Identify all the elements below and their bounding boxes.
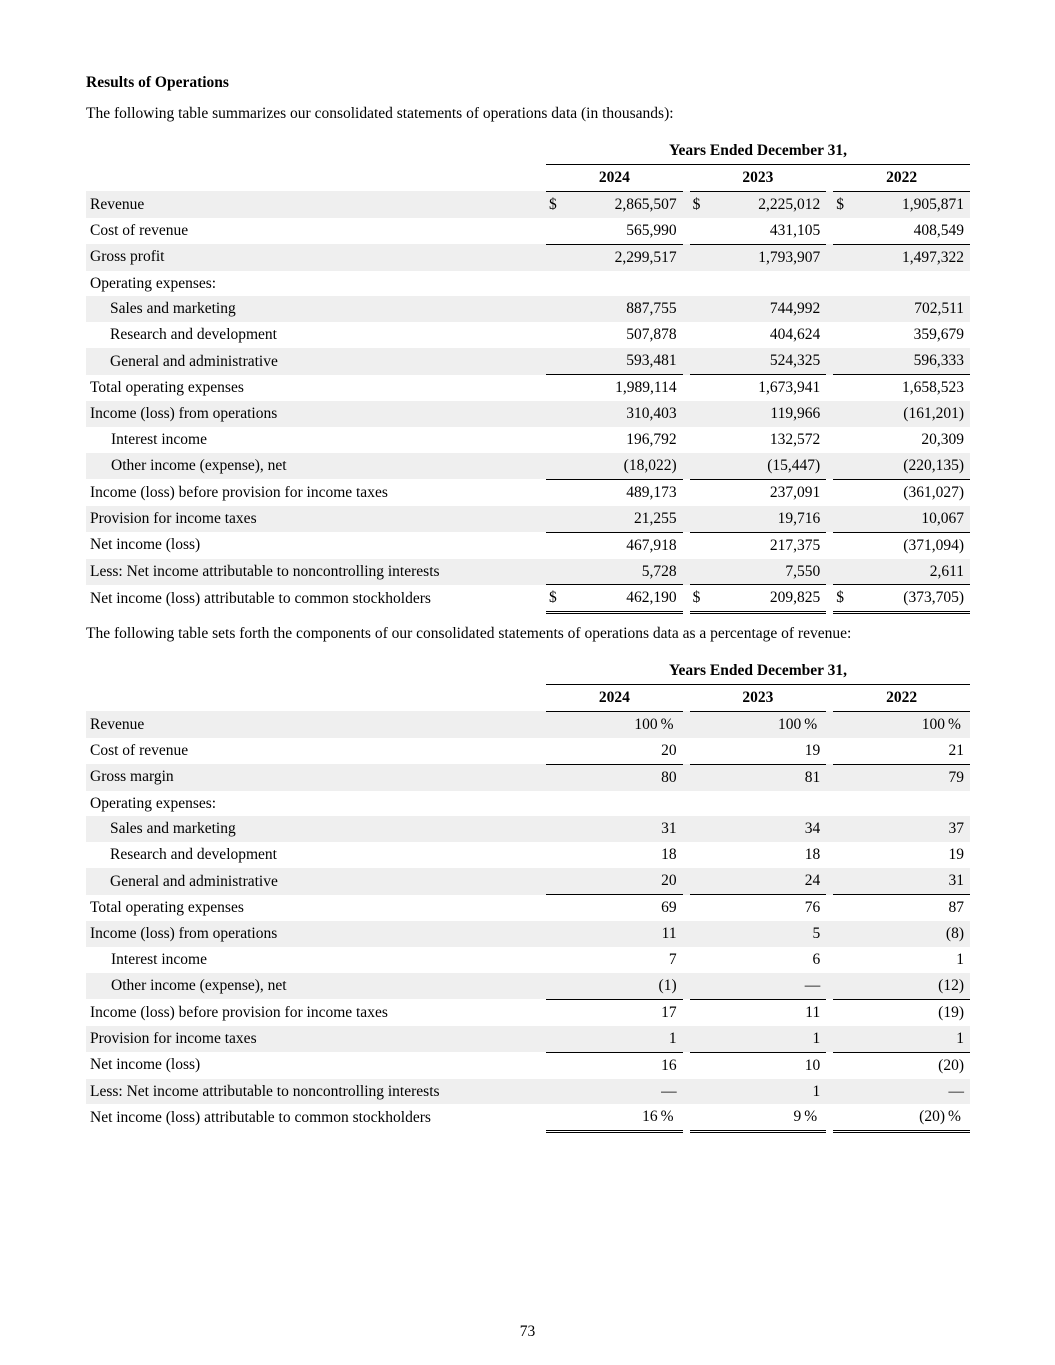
- currency-cell: [833, 244, 850, 270]
- currency-cell: [833, 791, 850, 817]
- currency-cell: [833, 738, 850, 764]
- row-label: Net income (loss) attributable to common stockholders: [90, 589, 431, 607]
- row-label: Net income (loss): [90, 536, 201, 554]
- value-cell: [707, 1104, 827, 1131]
- table-row: [86, 999, 970, 1025]
- currency-cell: [833, 559, 850, 585]
- value-cell: 1,989,114: [615, 379, 677, 397]
- table-row: [86, 401, 970, 427]
- table-row: [86, 218, 970, 244]
- currency-cell: [833, 506, 850, 532]
- currency-cell: [546, 764, 563, 790]
- value-cell: (20): [938, 1056, 964, 1074]
- value-cell: 1: [956, 950, 964, 968]
- value-cell: 1,658,523: [902, 379, 964, 397]
- year-header: 2022: [833, 164, 970, 191]
- value-cell: 69: [661, 899, 677, 917]
- currency-cell: [690, 791, 707, 817]
- currency-cell: [833, 1052, 850, 1078]
- value-cell: 19: [707, 738, 827, 764]
- row-label: General and administrative: [86, 868, 546, 894]
- row-label: Provision for income taxes: [86, 1026, 546, 1052]
- table-row: [86, 1079, 970, 1105]
- table-row: [86, 244, 970, 270]
- row-label: Gross profit: [86, 244, 546, 270]
- value-cell: 596,333: [850, 348, 970, 374]
- currency-cell: [690, 842, 707, 868]
- value-cell: [850, 711, 970, 737]
- currency-cell: [690, 999, 707, 1025]
- currency-cell: [833, 999, 850, 1025]
- currency-cell: [690, 479, 707, 505]
- value-cell: 24: [707, 868, 827, 894]
- value-cell: 7: [668, 950, 677, 968]
- table-row: [86, 453, 970, 479]
- percent-sign: %: [804, 1108, 818, 1126]
- value-cell: 408,549: [850, 218, 970, 244]
- currency-cell: [690, 738, 707, 764]
- percent-sign: %: [804, 715, 818, 733]
- currency-cell: [546, 322, 563, 348]
- value-cell: [850, 271, 970, 297]
- currency-cell: [546, 559, 563, 585]
- row-label: Provision for income taxes: [86, 506, 546, 532]
- row-label: Operating expenses:: [90, 794, 217, 812]
- value-cell: —: [707, 973, 827, 999]
- table-row: [86, 296, 970, 322]
- table-row: [86, 479, 970, 505]
- value-cell: 21: [850, 738, 970, 764]
- row-label: Gross margin: [86, 764, 546, 790]
- value-text: 100: [777, 715, 802, 733]
- value-text: 100: [921, 715, 945, 733]
- row-label: Income (loss) from operations: [86, 921, 546, 947]
- currency-cell: [690, 816, 707, 842]
- value-cell: 1,497,322: [850, 244, 970, 270]
- value-cell: 507,878: [626, 326, 677, 344]
- value-cell: 17: [661, 1003, 677, 1021]
- value-cell: 887,755: [563, 296, 683, 322]
- currency-cell: [833, 218, 850, 244]
- value-cell: 19,716: [707, 506, 827, 532]
- value-cell: 2,611: [850, 559, 970, 585]
- currency-cell: [690, 711, 707, 737]
- table-row: [86, 738, 970, 764]
- percent-sign: %: [948, 1108, 961, 1126]
- value-cell: 10: [804, 1056, 821, 1074]
- year-header: 2024: [546, 684, 683, 711]
- currency-cell: [546, 427, 563, 453]
- value-cell: 467,918: [626, 536, 677, 554]
- table-row: [86, 532, 970, 558]
- value-cell: 19: [948, 846, 964, 864]
- currency-cell: $: [833, 191, 850, 217]
- value-text: (20): [919, 1108, 945, 1126]
- currency-cell: [690, 296, 707, 322]
- value-cell: (373,705): [850, 585, 970, 613]
- currency-cell: [546, 738, 563, 764]
- value-cell: 2,225,012: [707, 191, 827, 217]
- percent-sign: %: [660, 1108, 674, 1126]
- value-cell: 81: [707, 764, 827, 790]
- currency-cell: [546, 244, 563, 270]
- value-cell: 10,067: [850, 506, 970, 532]
- value-cell: 2,299,517: [563, 244, 683, 270]
- value-cell: 5: [707, 921, 827, 947]
- value-cell: 11: [805, 1003, 821, 1021]
- currency-cell: [546, 1052, 563, 1078]
- currency-cell: [690, 1104, 707, 1131]
- currency-cell: [833, 973, 850, 999]
- value-cell: 2,865,507: [563, 191, 683, 217]
- table-row: [86, 191, 970, 217]
- table2-intro: The following table sets forth the components of our consolidated statements of operations data as a percentage of revenue:: [86, 625, 852, 642]
- value-cell: [850, 791, 970, 817]
- value-cell: [563, 791, 683, 817]
- currency-cell: [690, 401, 707, 427]
- row-label: Income (loss) from operations: [86, 401, 546, 427]
- currency-cell: [833, 816, 850, 842]
- currency-cell: [690, 506, 707, 532]
- currency-cell: [833, 947, 850, 973]
- currency-cell: [546, 296, 563, 322]
- currency-cell: [546, 895, 563, 921]
- currency-cell: $: [690, 191, 707, 217]
- value-cell: (19): [938, 1003, 964, 1021]
- value-cell: (1): [563, 973, 683, 999]
- currency-cell: [690, 764, 707, 790]
- currency-cell: [833, 711, 850, 737]
- value-cell: 237,091: [769, 483, 821, 501]
- currency-cell: [546, 1026, 563, 1052]
- page-number: 73: [519, 1323, 536, 1340]
- currency-cell: $: [690, 585, 707, 613]
- value-cell: —: [563, 1079, 683, 1105]
- table-row: [86, 947, 970, 973]
- year-header: 2024: [546, 164, 683, 191]
- value-cell: 16: [661, 1056, 677, 1074]
- period-header: Years Ended December 31,: [546, 138, 970, 164]
- currency-cell: [546, 453, 563, 479]
- currency-cell: [833, 453, 850, 479]
- value-cell: —: [850, 1079, 970, 1105]
- row-label: Research and development: [110, 326, 277, 344]
- currency-cell: [546, 947, 563, 973]
- row-label: General and administrative: [86, 348, 546, 374]
- table-row: [86, 921, 970, 947]
- value-cell: 5,728: [563, 559, 683, 585]
- table-row: [86, 348, 970, 374]
- currency-cell: [546, 218, 563, 244]
- year-header: 2023: [690, 684, 827, 711]
- currency-cell: [833, 764, 850, 790]
- value-cell: 37: [850, 816, 970, 842]
- table-row: [86, 711, 970, 737]
- percent-sign: %: [948, 715, 961, 733]
- row-label: Sales and marketing: [86, 816, 546, 842]
- currency-cell: [690, 453, 707, 479]
- value-cell: [707, 791, 827, 817]
- row-label: Less: Net income attributable to noncontrolling interests: [86, 1079, 546, 1105]
- currency-cell: [833, 1026, 850, 1052]
- value-cell: 431,105: [707, 218, 827, 244]
- value-cell: [707, 711, 827, 737]
- currency-cell: [690, 244, 707, 270]
- table-row: [86, 791, 970, 817]
- currency-cell: [833, 348, 850, 374]
- value-cell: 34: [707, 816, 827, 842]
- currency-cell: [690, 375, 707, 401]
- row-label: Cost of revenue: [90, 741, 189, 759]
- value-cell: 1: [707, 1026, 827, 1052]
- currency-cell: [546, 868, 563, 894]
- currency-cell: [833, 895, 850, 921]
- value-cell: 20: [563, 738, 683, 764]
- value-cell: (161,201): [850, 401, 970, 427]
- table-row: [86, 895, 970, 921]
- section-heading: Results of Operations: [86, 74, 229, 91]
- currency-cell: [546, 1079, 563, 1105]
- row-label: Net income (loss): [90, 1056, 201, 1074]
- value-cell: 18: [804, 846, 821, 864]
- value-cell: 79: [850, 764, 970, 790]
- currency-cell: [833, 296, 850, 322]
- value-cell: 119,966: [707, 401, 827, 427]
- value-cell: [563, 271, 683, 297]
- table-row: [86, 842, 970, 868]
- year-header: 2022: [833, 684, 970, 711]
- row-label: Interest income: [111, 430, 207, 448]
- value-cell: (220,135): [850, 453, 970, 479]
- currency-cell: [690, 532, 707, 558]
- value-cell: 209,825: [707, 585, 827, 613]
- currency-cell: [546, 532, 563, 558]
- currency-cell: [546, 711, 563, 737]
- value-cell: 404,624: [769, 326, 821, 344]
- currency-cell: [546, 479, 563, 505]
- value-cell: 87: [948, 899, 964, 917]
- value-cell: (12): [850, 973, 970, 999]
- currency-cell: [690, 559, 707, 585]
- currency-cell: [833, 375, 850, 401]
- row-label: Cost of revenue: [90, 221, 189, 239]
- row-label: Revenue: [86, 191, 546, 217]
- table-row: [86, 764, 970, 790]
- currency-cell: [833, 1104, 850, 1131]
- row-label: Income (loss) before provision for income taxes: [90, 1003, 388, 1021]
- row-label: Net income (loss) attributable to common stockholders: [90, 1109, 431, 1127]
- value-cell: 1,793,907: [707, 244, 827, 270]
- row-label: Research and development: [110, 846, 277, 864]
- value-cell: [563, 711, 683, 737]
- currency-cell: [546, 271, 563, 297]
- currency-cell: [546, 401, 563, 427]
- row-label: Total operating expenses: [90, 898, 244, 916]
- currency-cell: [690, 218, 707, 244]
- table-row: [86, 506, 970, 532]
- value-cell: 31: [563, 816, 683, 842]
- value-cell: 593,481: [563, 348, 683, 374]
- value-text: 9: [793, 1108, 802, 1126]
- value-cell: (8): [850, 921, 970, 947]
- currency-cell: [546, 375, 563, 401]
- value-cell: 359,679: [913, 326, 964, 344]
- value-cell: 462,190: [563, 585, 683, 613]
- row-label: Revenue: [86, 711, 546, 737]
- row-label: Less: Net income attributable to noncontrolling interests: [86, 559, 546, 585]
- currency-cell: $: [833, 585, 850, 613]
- row-label: Sales and marketing: [86, 296, 546, 322]
- value-text: 100: [634, 715, 658, 733]
- currency-cell: [690, 322, 707, 348]
- currency-cell: [690, 427, 707, 453]
- value-cell: (18,022): [563, 453, 683, 479]
- value-cell: 7,550: [707, 559, 827, 585]
- value-cell: (361,027): [903, 483, 964, 501]
- value-cell: 1: [707, 1079, 827, 1105]
- value-cell: [707, 271, 827, 297]
- value-cell: (371,094): [903, 536, 964, 554]
- table-row: [86, 322, 970, 348]
- currency-cell: [546, 842, 563, 868]
- currency-cell: [546, 1104, 563, 1131]
- table-row: [86, 559, 970, 585]
- value-cell: 702,511: [850, 296, 970, 322]
- currency-cell: [690, 1026, 707, 1052]
- table-row: [86, 973, 970, 999]
- currency-cell: $: [546, 191, 563, 217]
- value-cell: 76: [804, 899, 821, 917]
- currency-cell: [690, 271, 707, 297]
- value-cell: 489,173: [626, 483, 677, 501]
- currency-cell: [833, 532, 850, 558]
- table-row: [86, 427, 970, 453]
- currency-cell: [690, 895, 707, 921]
- currency-cell: [833, 842, 850, 868]
- value-cell: 1,905,871: [850, 191, 970, 217]
- table-row: [86, 1026, 970, 1052]
- table-row: [86, 868, 970, 894]
- currency-cell: [690, 947, 707, 973]
- value-cell: 18: [661, 846, 677, 864]
- currency-cell: $: [546, 585, 563, 613]
- currency-cell: [546, 999, 563, 1025]
- currency-cell: [546, 506, 563, 532]
- row-label: Other income (expense), net: [86, 973, 546, 999]
- value-cell: 744,992: [707, 296, 827, 322]
- value-cell: 11: [563, 921, 683, 947]
- currency-cell: [690, 921, 707, 947]
- value-cell: 132,572: [769, 430, 821, 448]
- currency-cell: [833, 868, 850, 894]
- value-cell: 565,990: [563, 218, 683, 244]
- currency-cell: [690, 973, 707, 999]
- table-row: [86, 1052, 970, 1078]
- value-cell: 6: [812, 950, 821, 968]
- value-cell: 524,325: [707, 348, 827, 374]
- value-cell: 1: [850, 1026, 970, 1052]
- table1-intro: The following table summarizes our consolidated statements of operations data (in thousands):: [86, 105, 674, 122]
- table-row: [86, 585, 970, 613]
- currency-cell: [833, 271, 850, 297]
- currency-cell: [690, 1052, 707, 1078]
- currency-cell: [833, 322, 850, 348]
- value-text: 16: [642, 1108, 658, 1126]
- value-cell: 31: [850, 868, 970, 894]
- currency-cell: [690, 868, 707, 894]
- table-row: [86, 1104, 970, 1131]
- value-cell: 20: [563, 868, 683, 894]
- table-row: [86, 271, 970, 297]
- year-header: 2023: [690, 164, 827, 191]
- value-cell: [850, 1104, 970, 1131]
- operations-table: [86, 138, 970, 614]
- currency-cell: [833, 401, 850, 427]
- value-cell: [563, 1104, 683, 1131]
- period-header: Years Ended December 31,: [546, 658, 970, 684]
- currency-cell: [546, 348, 563, 374]
- percent-sign: %: [660, 715, 674, 733]
- value-cell: 20,309: [921, 430, 964, 448]
- currency-cell: [546, 921, 563, 947]
- currency-cell: [833, 1079, 850, 1105]
- value-cell: 217,375: [769, 536, 821, 554]
- row-label: Operating expenses:: [90, 274, 217, 292]
- row-label: Other income (expense), net: [86, 453, 546, 479]
- row-label: Interest income: [111, 950, 207, 968]
- table-row: [86, 816, 970, 842]
- percentage-table: [86, 658, 970, 1133]
- value-cell: 1,673,941: [758, 379, 821, 397]
- row-label: Total operating expenses: [90, 378, 244, 396]
- value-cell: 310,403: [563, 401, 683, 427]
- currency-cell: [546, 816, 563, 842]
- row-label: Income (loss) before provision for income taxes: [90, 483, 388, 501]
- currency-cell: [833, 427, 850, 453]
- currency-cell: [833, 479, 850, 505]
- currency-cell: [833, 921, 850, 947]
- value-cell: 21,255: [563, 506, 683, 532]
- value-cell: (15,447): [707, 453, 827, 479]
- value-cell: 196,792: [626, 430, 677, 448]
- value-cell: 1: [563, 1026, 683, 1052]
- currency-cell: [546, 973, 563, 999]
- currency-cell: [546, 791, 563, 817]
- table-row: [86, 375, 970, 401]
- currency-cell: [690, 1079, 707, 1105]
- value-cell: 80: [563, 764, 683, 790]
- currency-cell: [690, 348, 707, 374]
